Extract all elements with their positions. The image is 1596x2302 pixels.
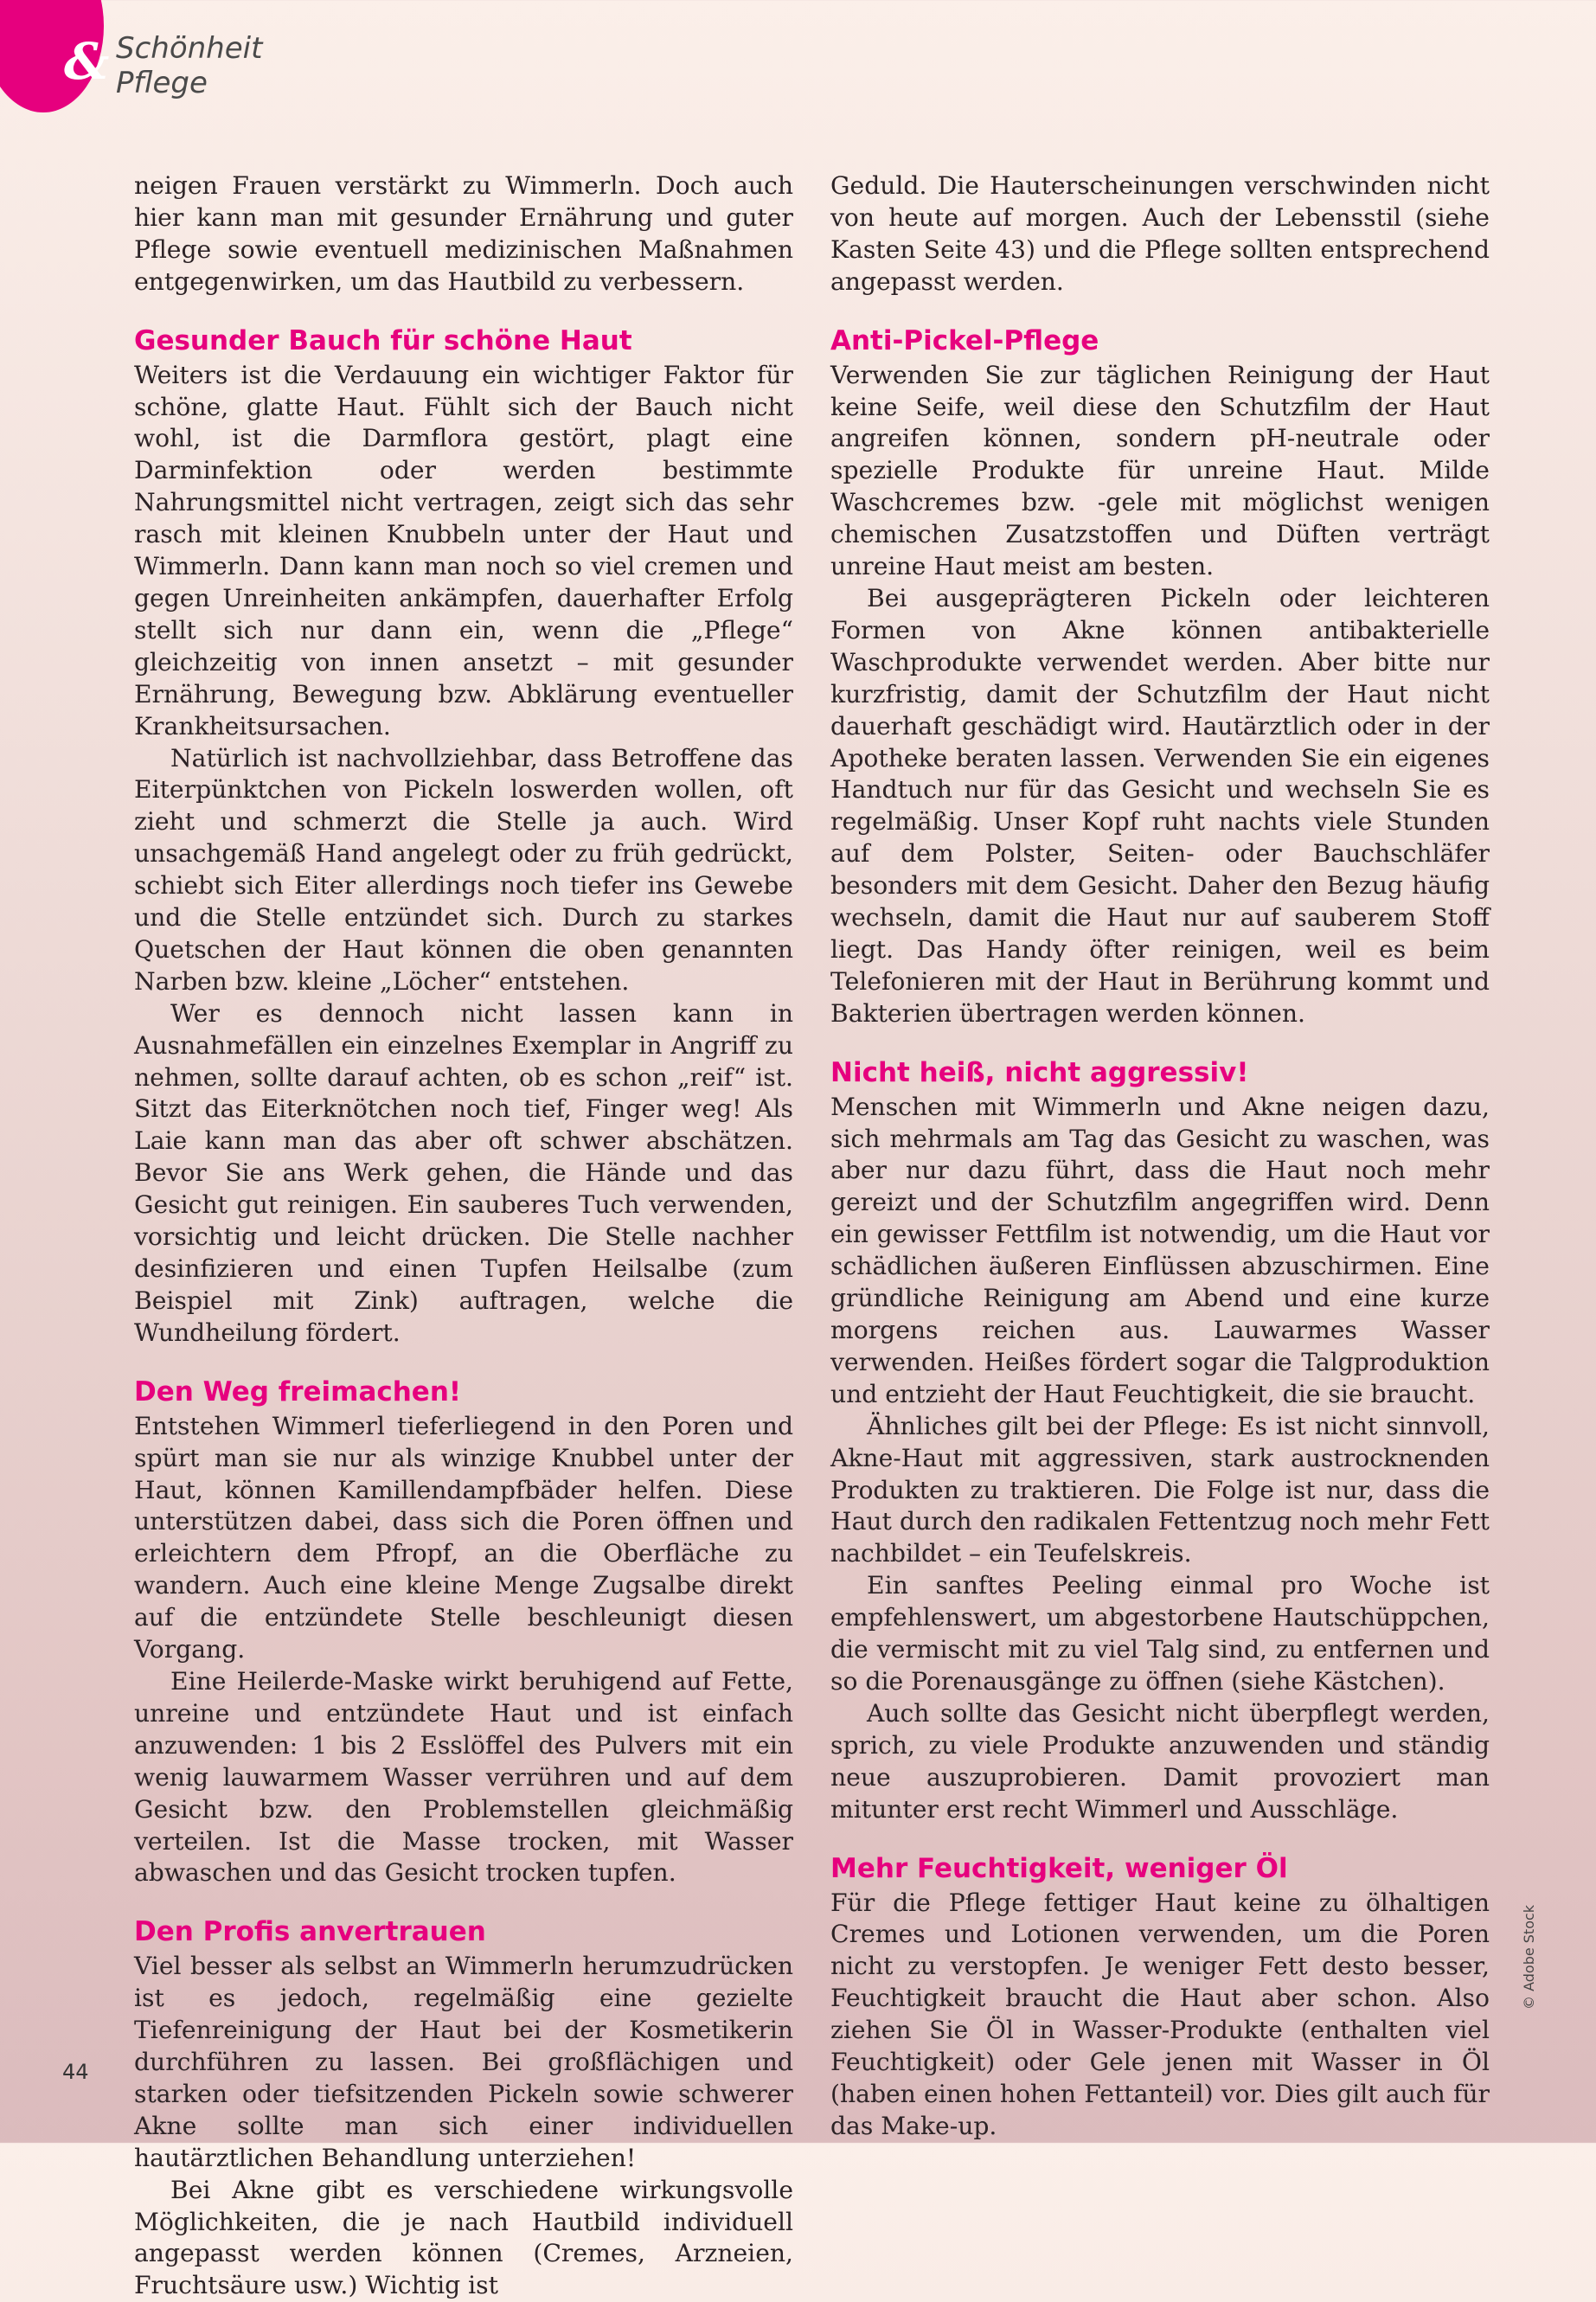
subheading: Mehr Feuchtigkeit, weniger Öl [830,1852,1288,1884]
subheading: Nicht heiß, nicht aggressiv! [830,1056,1249,1088]
paragraph: Bei ausgeprägteren Pickeln oder leichteren Formen von Akne können antibakterielle Waschprodukte verwendet werden. Aber bitte nur kurzfristig, damit der Schutzfilm der Haut nicht dauerhaft geschädigt wird. Hautärztlich oder in der Apotheke beraten lassen. Verwenden Sie ein eigenes Handtuch nur für das Gesicht und wechseln Sie es regelmäßig. Unser Kopf ruht nachts viele Stunden auf dem Polster, Seiten- oder Bauchschläfer besonders mit dem Gesicht. Daher den Bezug häufig wechseln, damit die Haut nur auf sauberem Stoff liegt. Das Handy öfter reinigen, weil es beim Telefonieren mit der Haut in Berührung kommt und Bakterien übertragen werden können. [830,583,1490,1028]
paragraph: Menschen mit Wimmerln und Akne neigen dazu, sich mehrmals am Tag das Gesicht zu waschen, was aber nur dazu führt, dass die Haut noch mehr gereizt und der Schutzfilm angegriffen wird. Denn ein gewisser Fettfilm ist notwendig, um die Haut vor schädlichen äußeren Einflüssen abzuschirmen. Eine gründliche Reinigung am Abend und eine kurze morgens reichen aus. Lauwarmes Wasser verwenden. Heißes fördert sogar die Talgproduktion und entzieht der Haut Feuchtigkeit, die sie braucht. [830,1092,1490,1408]
subheading: Gesunder Bauch für schöne Haut [134,324,632,356]
paragraph: Entstehen Wimmerl tieferliegend in den Poren und spürt man sie nur als winzige Knubbel unter der Haut, können Kamillendampfbäder helfen. Diese unterstützen dabei, dass sich die Poren öffnen und erleichtern dem Pfropf, an die Oberfläche zu wandern. Auch eine kleine Menge Zugsalbe direkt auf die entzündete Stelle beschleunigt diesen Vorgang. [134,1411,793,1664]
paragraph: Ein sanftes Peeling einmal pro Woche ist empfehlenswert, um abgestorbene Hautschüppchen, die vermischt mit zu viel Talg sind, zu entfernen und so die Porenausgänge zu öffnen (siehe Kästchen). [830,1571,1490,1696]
paragraph: Verwenden Sie zur täglichen Reinigung der Haut keine Seife, weil diese den Schutzfilm der Haut angreifen können, sondern pH-neutrale oder spezielle Produkte für unreine Haut. Milde Waschcremes bzw. -gele mit möglichst wenigen chemischen Zusatzstoffen und Düften verträgt unreine Haut meist am besten. [830,360,1490,581]
right-column [830,170,1490,2143]
paragraph: Natürlich ist nachvollziehbar, dass Betroffene das Eiterpünktchen von Pickeln loswerden wollen, oft zieht und schmerzt die Stelle ja auch. Wird unsachgemäß Hand angelegt oder zu früh gedrückt, schiebt sich Eiter allerdings noch tiefer ins Gewebe und die Stelle entzündet sich. Durch zu starkes Quetschen der Haut können die oben genannten Narben bzw. kleine „Löcher“ entstehen. [134,743,793,996]
subheading: Den Profis anvertrauen [134,1916,486,1948]
section-logo-ampersand: & [64,32,110,91]
section-title [116,31,262,100]
paragraph: Auch sollte das Gesicht nicht überpflegt werden, sprich, zu viele Produkte anzuwenden und ständig neue auszuprobieren. Damit provoziert man mitunter erst recht Wimmerl und Ausschläge. [830,1698,1490,1824]
paragraph: Viel besser als selbst an Wimmerln herumzudrücken ist es jedoch, regelmäßig eine gezielte Tiefenreinigung der Haut bei der Kosmetikerin durchführen zu lassen. Bei großflächigen und starken oder tiefsitzenden Pickeln sowie schwerer Akne sollte man sich einer individuellen hautärztlichen Behandlung unterziehen! [134,1952,793,2172]
page-number: 44 [62,2060,89,2084]
paragraph: Wer es dennoch nicht lassen kann in Ausnahmefällen ein einzelnes Exemplar in Angriff zu nehmen, sollte darauf achten, ob es schon „reif“ ist. Sitzt das Eiterknötchen noch tief, Finger weg! Als Laie kann man das aber oft schwer abschätzen. Bevor Sie ans Werk gehen, die Hände und das Gesicht gut reinigen. Ein sauberes Tuch verwenden, vorsichtig und leicht drücken. Die Stelle nachher desinfizieren und einen Tupfen Heilsalbe (zum Beispiel mit Zink) auftragen, welche die Wundheilung fördert. [134,998,793,1347]
paragraph: Eine Heilerde-Maske wirkt beruhigend auf Fette, unreine und entzündete Haut und ist einfach anzuwenden: 1 bis 2 Esslöffel des Pulvers mit ein wenig lauwarmem Wasser verrühren und auf dem Gesicht bzw. den Problemstellen gleichmäßig verteilen. Ist die Masse trocken, mit Wasser abwaschen und das Gesicht trocken tupfen. [134,1666,793,1888]
paragraph: Bei Akne gibt es verschiedene wirkungsvolle Möglichkeiten, die je nach Hautbild individuell angepasst werden können (Cremes, Arzneien, Fruchtsäure usw.) Wichtig ist [134,2175,793,2300]
subheading: Den Weg freimachen! [134,1375,462,1407]
paragraph: neigen Frauen verstärkt zu Wimmerln. Doch auch hier kann man mit gesunder Ernährung und guter Pflege sowie eventuell medizinischen Maßnahmen entgegenwirken, um das Hautbild zu verbessern. [134,171,793,296]
paragraph: Für die Pflege fettiger Haut keine zu ölhaltigen Cremes und Lotionen verwenden, um die Poren nicht zu verstopfen. Je weniger Fett desto besser, Feuchtigkeit braucht die Haut aber schon. Also ziehen Sie Öl in Wasser-Produkte (enthalten viel Feuchtigkeit) oder Gele jenen mit Wasser in Öl (haben einen hohen Fettanteil) vor. Dies gilt auch für das Make-up. [830,1888,1490,2140]
paragraph: Weiters ist die Verdauung ein wichtiger Faktor für schöne, glatte Haut. Fühlt sich der Bauch nicht wohl, ist die Darmflora gestört, plagt eine Darminfektion oder werden bestimmte Nahrungsmittel nicht vertragen, zeigt sich das sehr rasch mit kleinen Knubbeln unter der Haut und Wimmerln. Dann kann man noch so viel cremen und gegen Unreinheiten ankämpfen, dauerhafter Erfolg stellt sich nur dann ein, wenn die „Pflege“ gleichzeitig von innen ansetzt – mit gesunder Ernährung, Bewegung bzw. Abklärung eventueller Krankheitsursachen. [134,360,793,741]
subheading: Anti-Pickel-Pflege [830,324,1099,356]
section-title-line1: Schönheit [116,31,263,66]
section-title-line2: Pflege [116,66,208,100]
photo-credit: © Adobe Stock [1521,1904,1537,2010]
left-column [134,170,793,2302]
paragraph: Ähnliches gilt bei der Pflege: Es ist nicht sinnvoll, Akne-Haut mit aggressiven, stark austrocknenden Produkten zu traktieren. Die Folge ist nur, dass die Haut durch den radikalen Fettentzug noch mehr Fett nachbildet – ein Teufelskreis. [830,1411,1490,1568]
paragraph: Geduld. Die Hauterscheinungen verschwinden nicht von heute auf morgen. Auch der Lebensstil (siehe Kasten Seite 43) und die Pflege sollten entsprechend angepasst werden. [830,171,1490,296]
